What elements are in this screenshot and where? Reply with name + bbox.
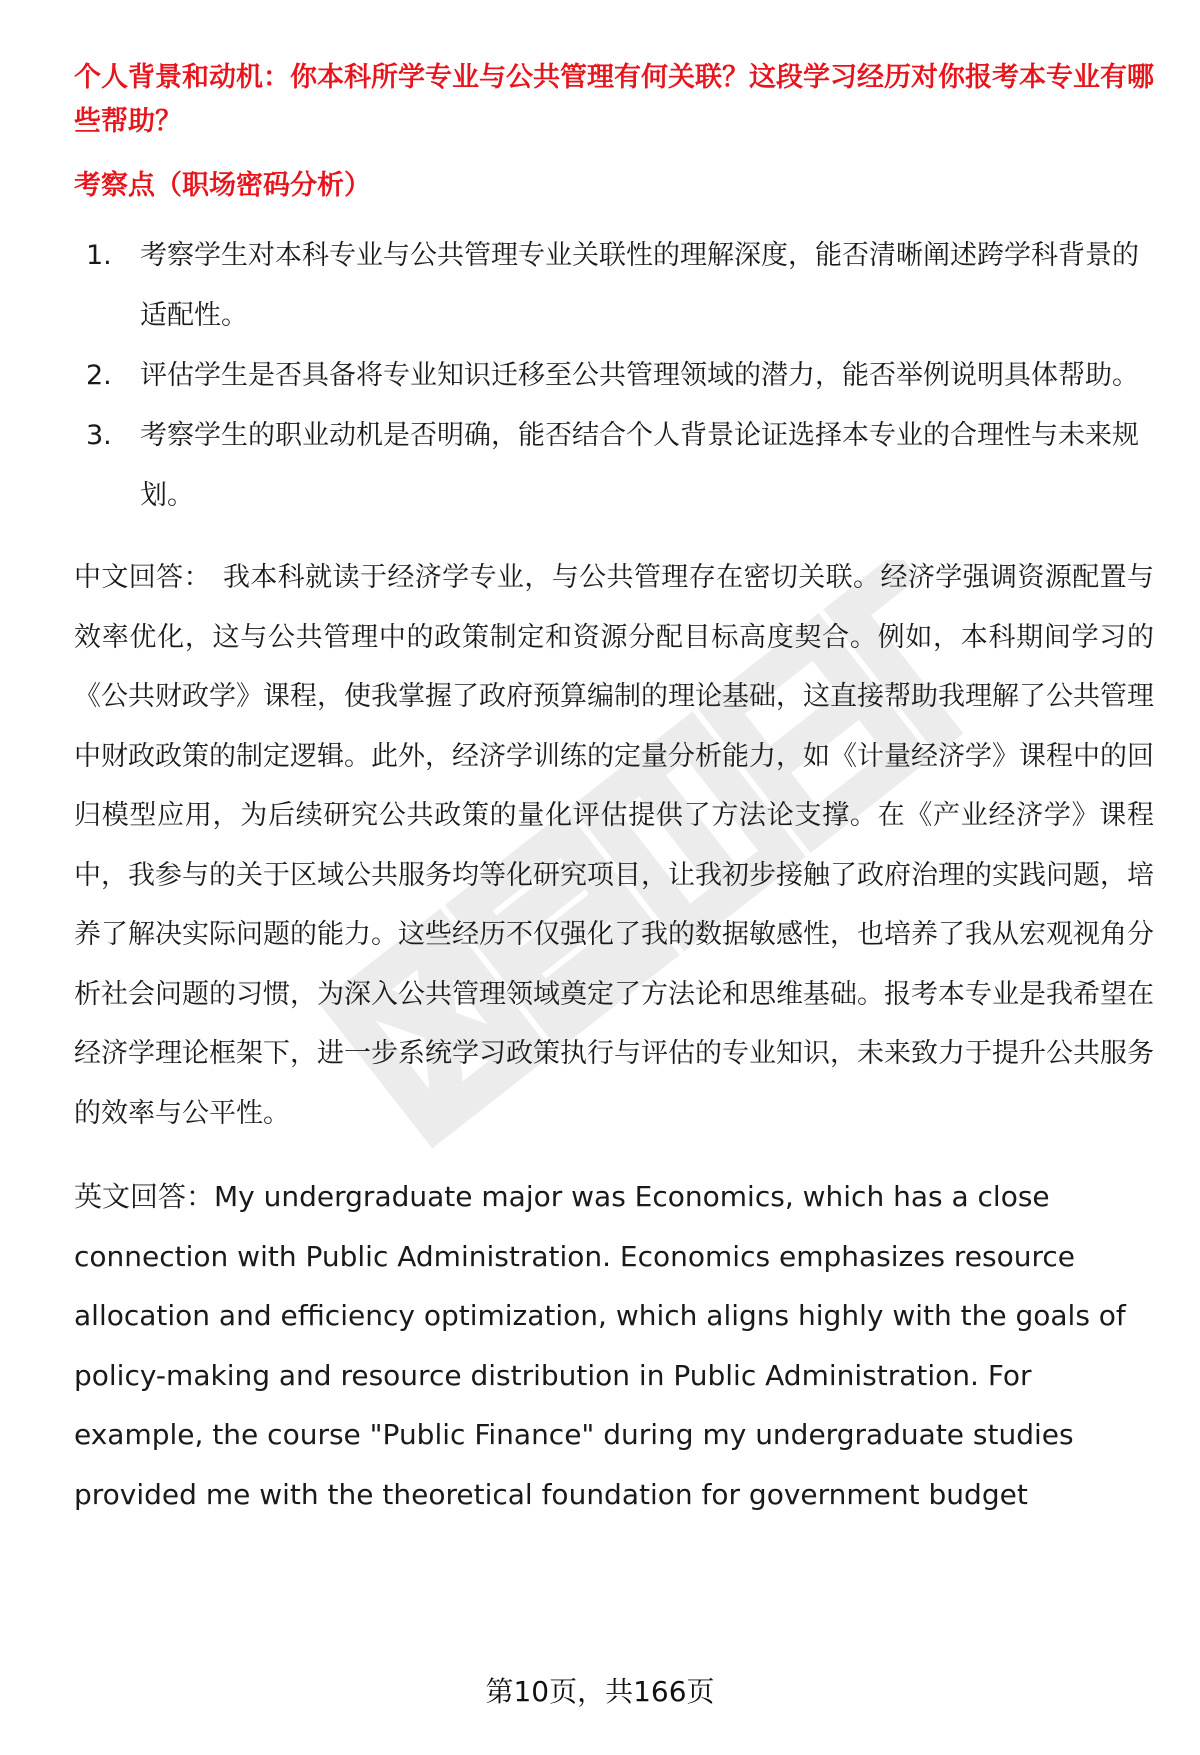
chinese-answer-text: 我本科就读于经济学专业，与公共管理存在密切关联。经济学强调资源配置与效率优化，这与公共管理中的政策制定和资源分配目标高度契合。例如，本科期间学习的《公共财政学》课程，使我掌握了政府预算编制的理论基础，这直接帮助我理解了公共管理中财政政策的制定逻辑。此外，经济学训练的定量分析能力，如《计量经济学》课程中的回归模型应用，为后续研究公共政策的量化评估提供了方法论支撑。在《产业经济学》课程中，我参与的关于区域公共服务均等化研究项目，让我初步接触了政府治理的实践问题，培养了解决实际问题的能力。这些经历不仅强化了我的数据敏感性，也培养了我从宏观视角分析社会问题的习惯，为深入公共管理领域奠定了方法论和思维基础。报考本专业是我希望在经济学理论框架下，进一步系统学习政策执行与评估的专业知识，未来致力于提升公共服务的效率与公平性。 xyxy=(74,562,1155,1129)
section-heading: 考察点（职场密码分析） xyxy=(74,170,371,201)
question-title: 个人背景和动机：你本科所学专业与公共管理有何关联？这段学习经历对你报考本专业有哪些帮助？ xyxy=(74,62,1154,137)
list-item-number: 1. xyxy=(86,240,112,271)
list-item-text: 评估学生是否具备将专业知识迁移至公共管理领域的潜力，能否举例说明具体帮助。 xyxy=(140,360,1139,391)
chinese-answer-label: 中文回答： xyxy=(74,562,211,593)
list-item xyxy=(86,226,1154,346)
page-number-footer: 第10页，共166页 xyxy=(485,1675,715,1708)
assessment-points-list xyxy=(74,226,1154,526)
list-item xyxy=(86,346,1154,406)
list-item-number: 2. xyxy=(86,360,112,391)
main-content xyxy=(74,56,1154,1524)
list-item xyxy=(86,406,1154,526)
list-item-number: 3. xyxy=(86,420,112,451)
chinese-answer xyxy=(74,548,1154,1143)
list-item-text: 考察学生的职业动机是否明确，能否结合个人背景论证选择本专业的合理性与未来规划。 xyxy=(140,420,1139,511)
english-answer-text: My undergraduate major was Economics, which has a close connection with Public Administration. Economics emphasizes resource allocation and efficiency optimization, which aligns highly with the goals of policy-making and resource distribution in Public Administration. For example, the course "Public Finance" during my undergraduate studies provided me with the theoretical foundation for government budget xyxy=(74,1180,1126,1511)
list-item-text: 考察学生对本科专业与公共管理专业关联性的理解深度，能否清晰阐述跨学科背景的适配性。 xyxy=(140,240,1139,331)
english-answer xyxy=(74,1167,1154,1524)
english-answer-label: 英文回答： xyxy=(74,1180,215,1213)
